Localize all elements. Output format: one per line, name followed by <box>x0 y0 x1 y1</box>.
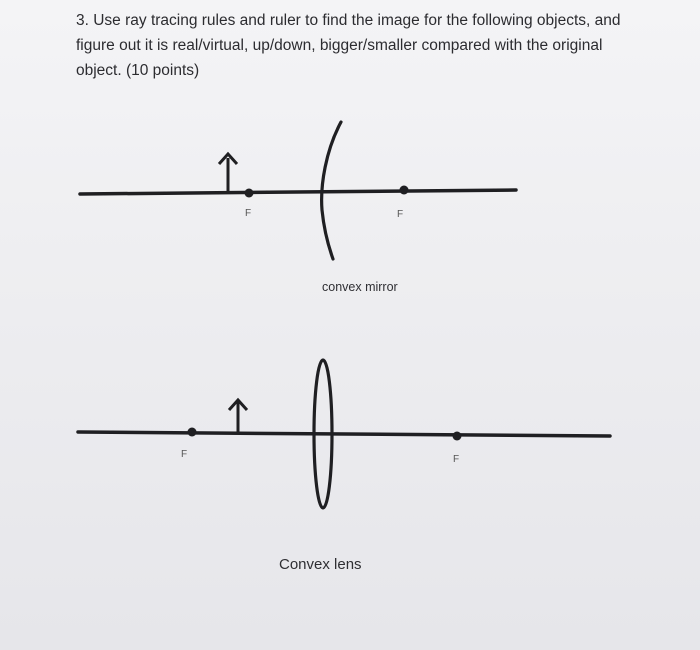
lens-focus-label-right: F <box>453 454 460 465</box>
mirror-focal-point-right <box>400 186 409 195</box>
mirror-focus-label-right: F <box>397 209 404 220</box>
question-line-2: figure out it is real/virtual, up/down, bigger/smaller compared with the original <box>76 37 603 54</box>
lens-focal-point-right <box>453 432 462 441</box>
mirror-focus-label-left: F <box>245 208 252 219</box>
mirror-object-arrow <box>219 154 237 193</box>
lens-focal-point-left <box>188 428 197 437</box>
mirror-principal-axis <box>80 190 516 194</box>
question-line-1: 3. Use ray tracing rules and ruler to find the image for the following objects, and <box>76 12 621 29</box>
lens-focus-label-left: F <box>181 449 188 460</box>
mirror-caption: convex mirror <box>322 280 398 294</box>
lens-object-arrow <box>229 400 247 432</box>
lens-principal-axis <box>78 432 610 436</box>
mirror-focal-point-left <box>245 189 254 198</box>
question-line-3: object. (10 points) <box>76 62 200 79</box>
convex-lens-diagram <box>78 360 610 508</box>
lens-caption: Convex lens <box>279 556 362 573</box>
convex-mirror-diagram <box>80 122 516 259</box>
